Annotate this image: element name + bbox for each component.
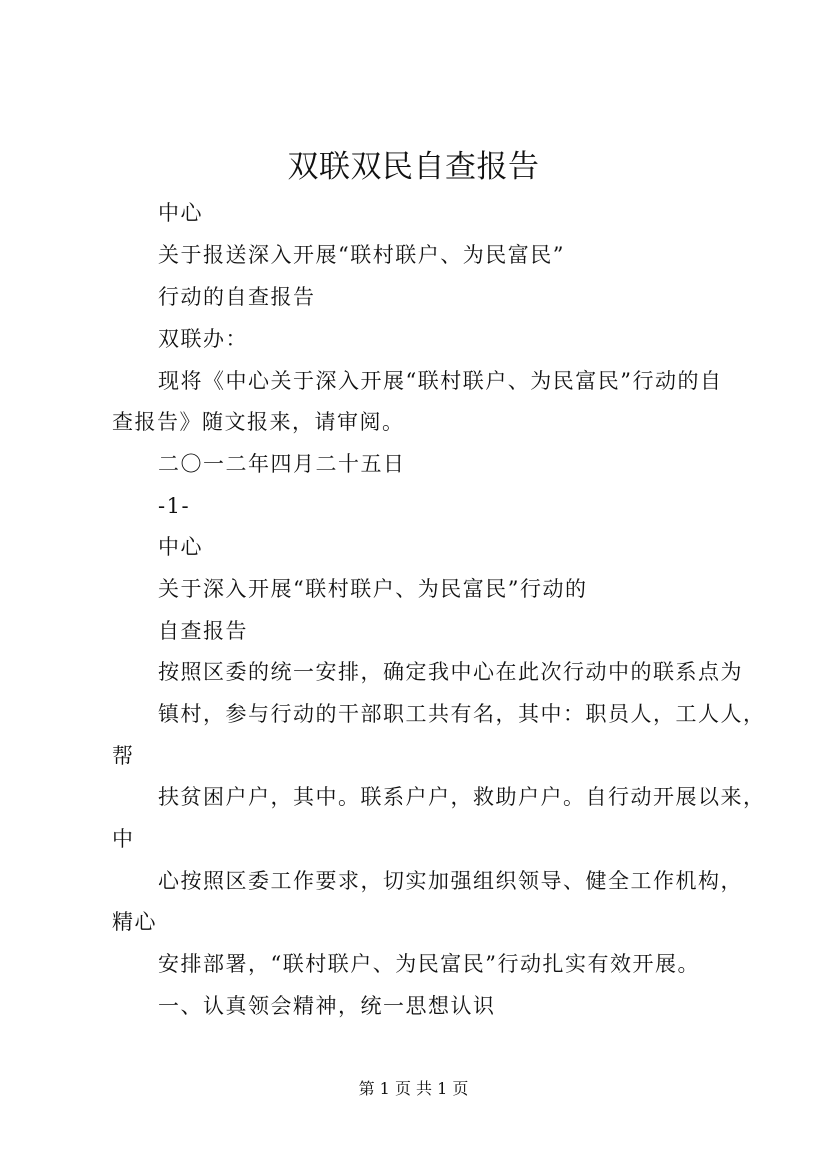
text-line: 二〇一二年四月二十五日 (158, 452, 406, 476)
text-line: 现将《中心关于深入开展“联村联户、为民富民”行动的自 (158, 369, 723, 393)
page-footer: 第 1 页 共 1 页 (358, 1079, 469, 1098)
text-line: 安排部署，“联村联户、为民富民”行动扎实有效开展。 (158, 952, 700, 976)
text-line: 按照区委的统一安排，确定我中心在此次行动中的联系点为 (158, 660, 743, 684)
text-line: 心按照区委工作要求，切实加强组织领导、健全工作机构， (158, 869, 743, 893)
document-title: 双联双民自查报告 (287, 149, 540, 185)
section-heading: 一、认真领会精神，统一思想认识 (158, 994, 496, 1018)
text-line: 自查报告 (158, 619, 248, 643)
text-line: 扶贫困户户，其中。联系户户，救助户户。自行动开展以来， (158, 785, 766, 809)
text-line: 中 (112, 827, 135, 851)
text-line: 精心 (112, 910, 157, 934)
text-line: 关于深入开展“联村联户、为民富民”行动的 (158, 577, 588, 601)
text-line: 关于报送深入开展“联村联户、为民富民” (158, 243, 565, 267)
page-number-marker: -1- (158, 494, 191, 518)
text-line: 帮 (112, 744, 135, 768)
text-line: 行动的自查报告 (158, 285, 316, 309)
text-line: 中心 (158, 535, 203, 559)
text-line: 镇村，参与行动的干部职工共有名，其中：职员人，工人人， (158, 702, 766, 726)
text-line: 查报告》随文报来，请审阅。 (112, 410, 405, 434)
text-line: 中心 (158, 201, 203, 225)
text-line: 双联办： (158, 327, 248, 351)
